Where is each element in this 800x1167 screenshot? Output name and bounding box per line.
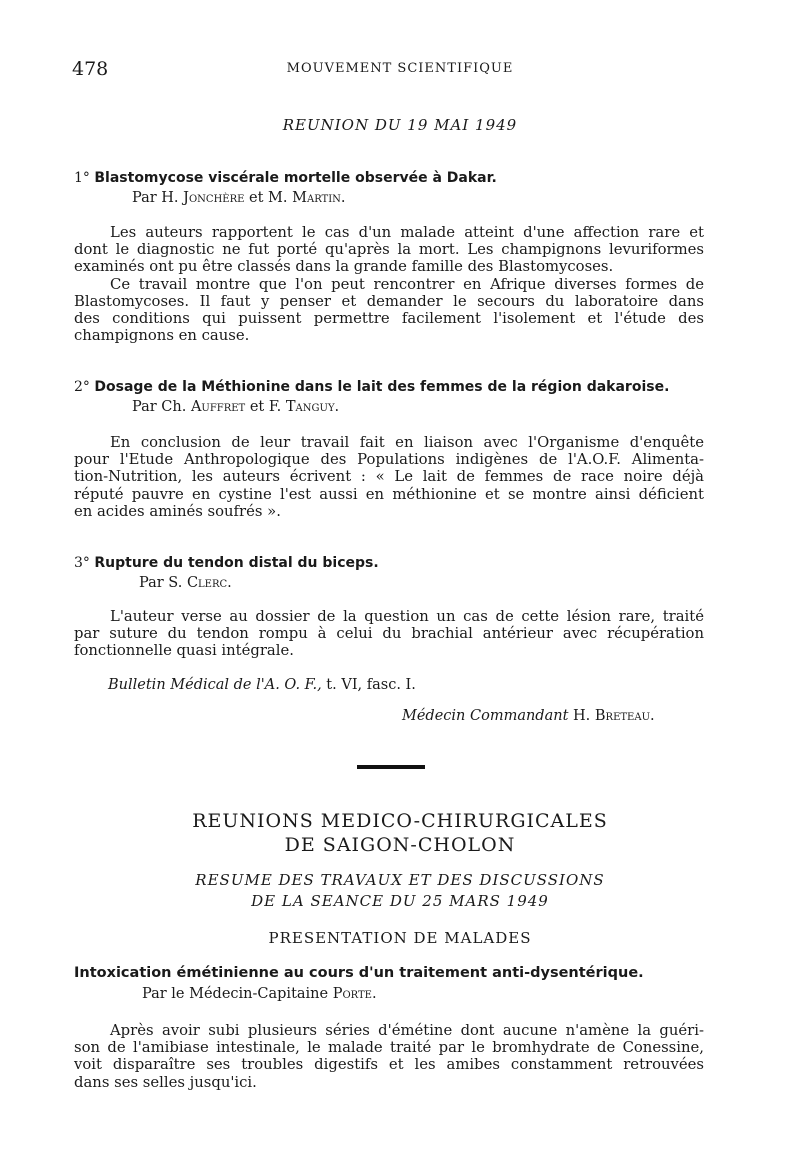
author-porte: Porte.	[332, 986, 377, 1002]
part-2-heading-line-1: REUNIONS MEDICO-CHIRURGICALES	[192, 810, 608, 832]
section-1-title	[74, 170, 497, 186]
section-3-title	[74, 555, 379, 571]
section-3-number: 3°	[74, 555, 90, 571]
section-3-title-text: Rupture du tendon distal du biceps.	[94, 555, 379, 571]
section-1-body: Les auteurs rapportent le cas d'un malade atteint d'une affection rare et dont le diagnostic ne fut porté qu'après la mort. Les champignons levuriformes examinés ont pu être classés dans la grande famille des Blastomycoses. Ce travail montre que l'on peut rencontrer en Afrique diverses formes de Blastomycoses. Il faut y penser et demander le secours du laboratoire dans des conditions qui puissent permettre facilement l'isolement et l'étude des champignons en cause.	[74, 224, 704, 345]
part-2-subheading-line-2: DE LA SEANCE DU 25 MARS 1949	[251, 892, 549, 910]
part-2-byline: Par le Médecin-Capitaine Porte.	[142, 986, 377, 1002]
author-auffret: Auffret	[190, 399, 246, 415]
source-citation: Bulletin Médical de l'A. O. F., t. VI, fasc. I.	[108, 677, 416, 693]
section-3-byline: Par S. Clerc.	[139, 575, 232, 591]
page-number: 478	[72, 58, 109, 80]
section-3-body: L'auteur verse au dossier de la question un cas de cette lésion rare, traité par suture du tendon rompu à celui du brachial antérieur avec récupération fonctionnelle quasi intégrale.	[74, 608, 704, 660]
part-2-title: Intoxication émétinienne au cours d'un traitement anti-dysentérique.	[74, 965, 644, 981]
part-2-subheading-line-1: RESUME DES TRAVAUX ET DES DISCUSSIONS	[195, 871, 605, 889]
author-tanguy: Tanguy.	[285, 399, 340, 415]
author-clerc: Clerc.	[186, 575, 232, 591]
section-divider	[357, 765, 425, 769]
author-jonchere: Jonchère	[183, 190, 245, 206]
section-1-byline: Par H. Jonchère et M. Martin.	[132, 190, 346, 206]
author-martin: Martin.	[292, 190, 346, 206]
section-1-number: 1°	[74, 170, 90, 186]
running-title: MOUVEMENT SCIENTIFIQUE	[286, 61, 514, 76]
section-2-body: En conclusion de leur travail fait en liaison avec l'Organisme d'enquête pour l'Etude Anthropologique des Populations indigènes de l'A.O.F. Alimenta- tion-Nutrition, les auteurs écrivent : « Le lait de femmes de race noire déjà réputé pauvre en cystine l'est aussi en méthionine et se montre ainsi déficient en acides aminés soufrés ».	[74, 434, 704, 520]
section-1-title-text: Blastomycose viscérale mortelle observée à Dakar.	[94, 170, 497, 186]
session-heading: REUNION DU 19 MAI 1949	[282, 116, 518, 134]
presentation-heading: PRESENTATION DE MALADES	[268, 929, 532, 947]
part-2-body: Après avoir subi plusieurs séries d'émétine dont aucune n'amène la guéri- son de l'amibiase intestinale, le malade traité par le bromhydrate de Conessine, voit disparaître ses troubles digestifs et les amibes constamment retrouvées dans ses selles jusqu'ici.	[74, 1022, 704, 1091]
section-2-number: 2°	[74, 379, 90, 395]
signature: Médecin Commandant H. Breteau.	[402, 708, 655, 724]
section-2-title	[74, 379, 669, 395]
part-2-heading-line-2: DE SAIGON-CHOLON	[284, 834, 516, 856]
section-2-byline: Par Ch. Auffret et F. Tanguy.	[132, 399, 340, 415]
section-2-title-text: Dosage de la Méthionine dans le lait des femmes de la région dakaroise.	[94, 379, 670, 395]
